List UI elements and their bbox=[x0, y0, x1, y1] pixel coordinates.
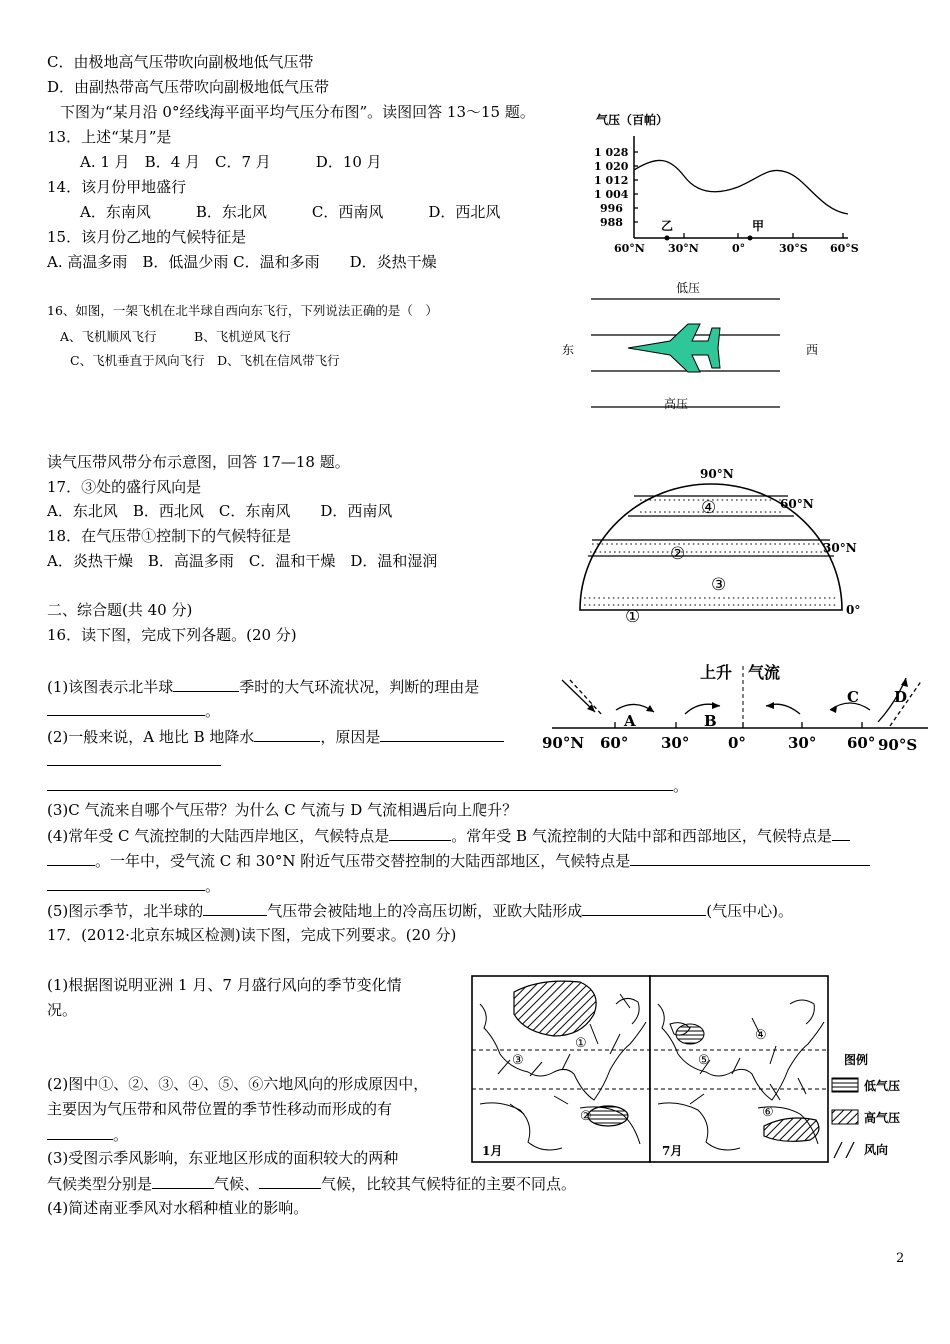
point-jia-label: 甲 bbox=[752, 219, 765, 233]
blank[interactable] bbox=[152, 1173, 214, 1189]
c16-part3: (3)C 气流来自哪个气压带？为什么 C 气流与 D 气流相遇后向上爬升？ bbox=[47, 801, 518, 819]
c16-part1-line2 bbox=[47, 700, 220, 721]
circulation-figure bbox=[540, 658, 935, 758]
section-2-heading: 二、综合题(共 40 分) bbox=[47, 601, 193, 619]
c16-part1 bbox=[47, 676, 479, 697]
airflow-label-b: B bbox=[704, 712, 717, 730]
blank[interactable] bbox=[47, 700, 205, 716]
location-5: ⑤ bbox=[698, 1053, 710, 1068]
xtick-label: 90°S bbox=[878, 736, 918, 754]
blank[interactable] bbox=[630, 850, 870, 866]
c17-part3-text-b: 气候类型分别是 bbox=[47, 1175, 153, 1193]
blank[interactable] bbox=[173, 676, 239, 692]
legend-wind-label: 风向 bbox=[864, 1143, 889, 1157]
xtick-label: 0° bbox=[732, 242, 746, 255]
australian-low-pressure bbox=[588, 1106, 628, 1126]
blank[interactable] bbox=[203, 900, 267, 916]
c17-part1: (1)根据图说明亚洲 1 月、7 月盛行风向的季节变化情 bbox=[47, 976, 402, 994]
marker-1: ① bbox=[625, 607, 641, 627]
question-14-options: A．东南风 B．东北风 C．西南风 D．西北风 bbox=[80, 203, 501, 221]
legend-high-label: 高气压 bbox=[864, 1111, 901, 1125]
page-number: 2 bbox=[896, 1251, 905, 1266]
blank[interactable] bbox=[47, 875, 205, 891]
c17-part2-line2: 主要因为气压带和风带位置的季节性移动而形成的有 bbox=[47, 1100, 393, 1118]
figure-intro-13-15: 下图为“某月沿 0°经线海平面平均气压分布图”。读图回答 13～15 题。 bbox=[60, 103, 535, 121]
c16-part4-text-c: 。一年中，受气流 C 和 30°N 附近气压带交替控制的大陆西部地区，气候特点是 bbox=[95, 852, 631, 870]
ytick: 1 004 bbox=[594, 188, 629, 201]
blank[interactable] bbox=[47, 1124, 113, 1140]
blank[interactable] bbox=[832, 825, 850, 841]
xtick-label: 30° bbox=[788, 734, 817, 752]
pressure-axis-title: 气压（百帕） bbox=[596, 113, 669, 127]
c16-part1-text-a: (1)该图表示北半球 bbox=[47, 678, 174, 696]
location-6: ⑥ bbox=[762, 1105, 774, 1120]
pressure-belt-semicircle-figure bbox=[570, 460, 870, 630]
ytick: 1 012 bbox=[594, 174, 629, 187]
option-d-line: D．由副热带高气压带吹向副极地低气压带 bbox=[47, 78, 330, 96]
airplane-icon bbox=[628, 324, 720, 372]
rising-air-label: 上升 气流 bbox=[700, 663, 781, 682]
c16-part5-text-b: 气压带会被陆地上的冷高压切断，亚欧大陆形成 bbox=[267, 902, 583, 920]
figure-intro-17-18: 读气压带风带分布示意图，回答 17—18 题。 bbox=[47, 453, 350, 471]
c16-part5-text-a: (5)图示季节，北半球的 bbox=[47, 902, 204, 920]
marker-3: ③ bbox=[711, 575, 727, 595]
legend-low-swatch bbox=[832, 1078, 858, 1092]
arrow-head bbox=[712, 702, 720, 709]
ytick: 1 028 bbox=[594, 146, 629, 159]
xtick-label: 30° bbox=[661, 734, 690, 752]
c17-part3-text-d: 气候，比较其气候特征的主要不同点。 bbox=[321, 1175, 577, 1193]
question-15: 15．该月份乙地的气候特征是 bbox=[47, 228, 247, 246]
c17-part1-line2: 况。 bbox=[47, 1001, 78, 1019]
c16-part1-text-c: 。 bbox=[205, 702, 221, 720]
question-17: 17．③处的盛行风向是 bbox=[47, 478, 202, 496]
blank[interactable] bbox=[254, 726, 320, 742]
blank[interactable] bbox=[582, 900, 706, 916]
composite-question-16: 16．读下图，完成下列各题。(20 分) bbox=[47, 626, 297, 644]
question-15-options: A. 高温多雨 B．低温少雨 C．温和多雨 D．炎热干燥 bbox=[47, 253, 437, 271]
option-c-line: C．由极地高气压带吹向副极地低气压带 bbox=[47, 53, 314, 71]
question-16-options-ab: A、飞机顺风飞行 B、飞机逆风飞行 bbox=[60, 329, 291, 344]
blank[interactable] bbox=[47, 750, 221, 766]
c16-part2-text-b: ，原因是 bbox=[320, 728, 381, 746]
point-yi-label: 乙 bbox=[661, 219, 674, 233]
airflow-arrow bbox=[570, 680, 603, 716]
xtick-label: 60° bbox=[847, 734, 876, 752]
blank[interactable] bbox=[259, 1173, 321, 1189]
pressure-curve bbox=[634, 160, 848, 214]
c17-part2: (2)图中①、②、③、④、⑤、⑥六地风向的形成原因中， bbox=[47, 1075, 429, 1093]
lat-90n-label: 90°N bbox=[700, 467, 734, 481]
c17-part2-text-c: 。 bbox=[113, 1126, 129, 1144]
ytick: 1 020 bbox=[594, 160, 629, 173]
c17-part3: (3)受图示季风影响，东亚地区形成的面积较大的两种 bbox=[47, 1149, 399, 1167]
xtick-label: 60° bbox=[600, 734, 629, 752]
question-17-options: A．东北风 B．西北风 C．东南风 D．西南风 bbox=[47, 502, 393, 520]
legend-wind-arrow bbox=[846, 1142, 854, 1158]
location-3: ③ bbox=[512, 1053, 524, 1068]
blank[interactable] bbox=[47, 850, 95, 866]
c16-part2-line3 bbox=[47, 775, 688, 796]
point-yi-marker bbox=[665, 236, 670, 241]
south-asian-low-pressure bbox=[676, 1024, 704, 1044]
ytick: 996 bbox=[600, 202, 623, 215]
question-14: 14．该月份甲地盛行 bbox=[47, 178, 187, 196]
location-2: ② bbox=[580, 1109, 592, 1124]
xtick-label: 30°N bbox=[668, 242, 699, 255]
c16-part4-text-a: (4)常年受 C 气流控制的大陆西岸地区，气候特点是 bbox=[47, 827, 390, 845]
high-pressure-label: 高压 bbox=[664, 397, 689, 411]
marker-2: ② bbox=[670, 544, 686, 564]
marker-4: ④ bbox=[701, 498, 717, 518]
composite-question-17: 17．(2012·北京东城区检测)读下图，完成下列要求。(20 分) bbox=[47, 926, 457, 944]
c17-part3-text-c: 气候、 bbox=[214, 1175, 260, 1193]
legend-high-swatch bbox=[832, 1110, 858, 1124]
asia-monsoon-map-figure bbox=[470, 974, 910, 1166]
xtick-label: 60°S bbox=[830, 242, 859, 255]
legend-wind-arrow bbox=[834, 1142, 842, 1158]
c16-part5-text-c: (气压中心)。 bbox=[706, 902, 793, 920]
east-label: 东 bbox=[562, 343, 575, 357]
c16-part2 bbox=[47, 726, 504, 747]
c16-part5 bbox=[47, 900, 793, 921]
c16-part2-text-a: (2)一般来说，A 地比 B 地降水 bbox=[47, 728, 255, 746]
pressure-profile-figure bbox=[588, 110, 868, 260]
xtick-label: 0° bbox=[728, 734, 746, 752]
question-18: 18．在气压带①控制下的气候特征是 bbox=[47, 527, 292, 545]
ytick: 988 bbox=[600, 216, 623, 229]
location-4: ④ bbox=[755, 1028, 767, 1043]
question-16-plane: 16、如图，一架飞机在北半球自西向东飞行，下列说法正确的是（ ） bbox=[47, 303, 438, 318]
c16-part4-line3 bbox=[47, 875, 220, 896]
arrow-head bbox=[766, 702, 774, 709]
c16-part4-text-b: 。常年受 B 气流控制的大陆中部和西部地区，气候特点是 bbox=[451, 827, 832, 845]
blank[interactable] bbox=[380, 726, 504, 742]
question-16-options-cd: C、飞机垂直于风向飞行 D、飞机在信风带飞行 bbox=[70, 353, 340, 368]
xtick-label: 60°N bbox=[614, 242, 645, 255]
blank[interactable] bbox=[47, 775, 673, 791]
c16-part4 bbox=[47, 825, 850, 846]
airflow-label-a: A bbox=[624, 712, 636, 730]
blank[interactable] bbox=[389, 825, 451, 841]
airflow-label-c: C bbox=[847, 688, 859, 706]
c16-part1-text-b: 季时的大气环流状况，判断的理由是 bbox=[239, 678, 480, 696]
c17-part4: (4)简述南亚季风对水稻种植业的影响。 bbox=[47, 1199, 309, 1217]
lat-60n-label: 60°N bbox=[780, 497, 814, 511]
west-label: 西 bbox=[806, 343, 819, 357]
lat-0-label: 0° bbox=[846, 603, 861, 617]
c17-part2-line3 bbox=[47, 1124, 128, 1145]
legend-title: 图例 bbox=[844, 1053, 869, 1067]
location-1: ① bbox=[575, 1036, 587, 1051]
legend-low-label: 低气压 bbox=[864, 1079, 901, 1093]
c17-part3-line2 bbox=[47, 1173, 576, 1194]
question-18-options: A．炎热干燥 B．高温多雨 C．温和干燥 D．温和湿润 bbox=[47, 552, 438, 570]
question-13: 13．上述“某月”是 bbox=[47, 128, 172, 146]
c16-part2-text-c: 。 bbox=[673, 777, 689, 795]
lat-30n-label: 30°N bbox=[823, 541, 857, 555]
c16-part4-line2 bbox=[47, 850, 870, 871]
c16-part2-line2 bbox=[47, 750, 221, 771]
point-jia-marker bbox=[748, 236, 753, 241]
airplane-isobar-figure bbox=[560, 278, 840, 413]
low-pressure-label: 低压 bbox=[676, 281, 701, 295]
xtick-label: 90°N bbox=[542, 734, 585, 752]
c16-part4-text-d: 。 bbox=[205, 877, 221, 895]
question-13-options: A. 1 月 B．4 月 C．7 月 D．10 月 bbox=[80, 153, 382, 171]
map-january-label: 1月 bbox=[482, 1144, 503, 1158]
map-july-label: 7月 bbox=[662, 1144, 683, 1158]
xtick-label: 30°S bbox=[779, 242, 808, 255]
airflow-label-d: D bbox=[894, 688, 908, 706]
